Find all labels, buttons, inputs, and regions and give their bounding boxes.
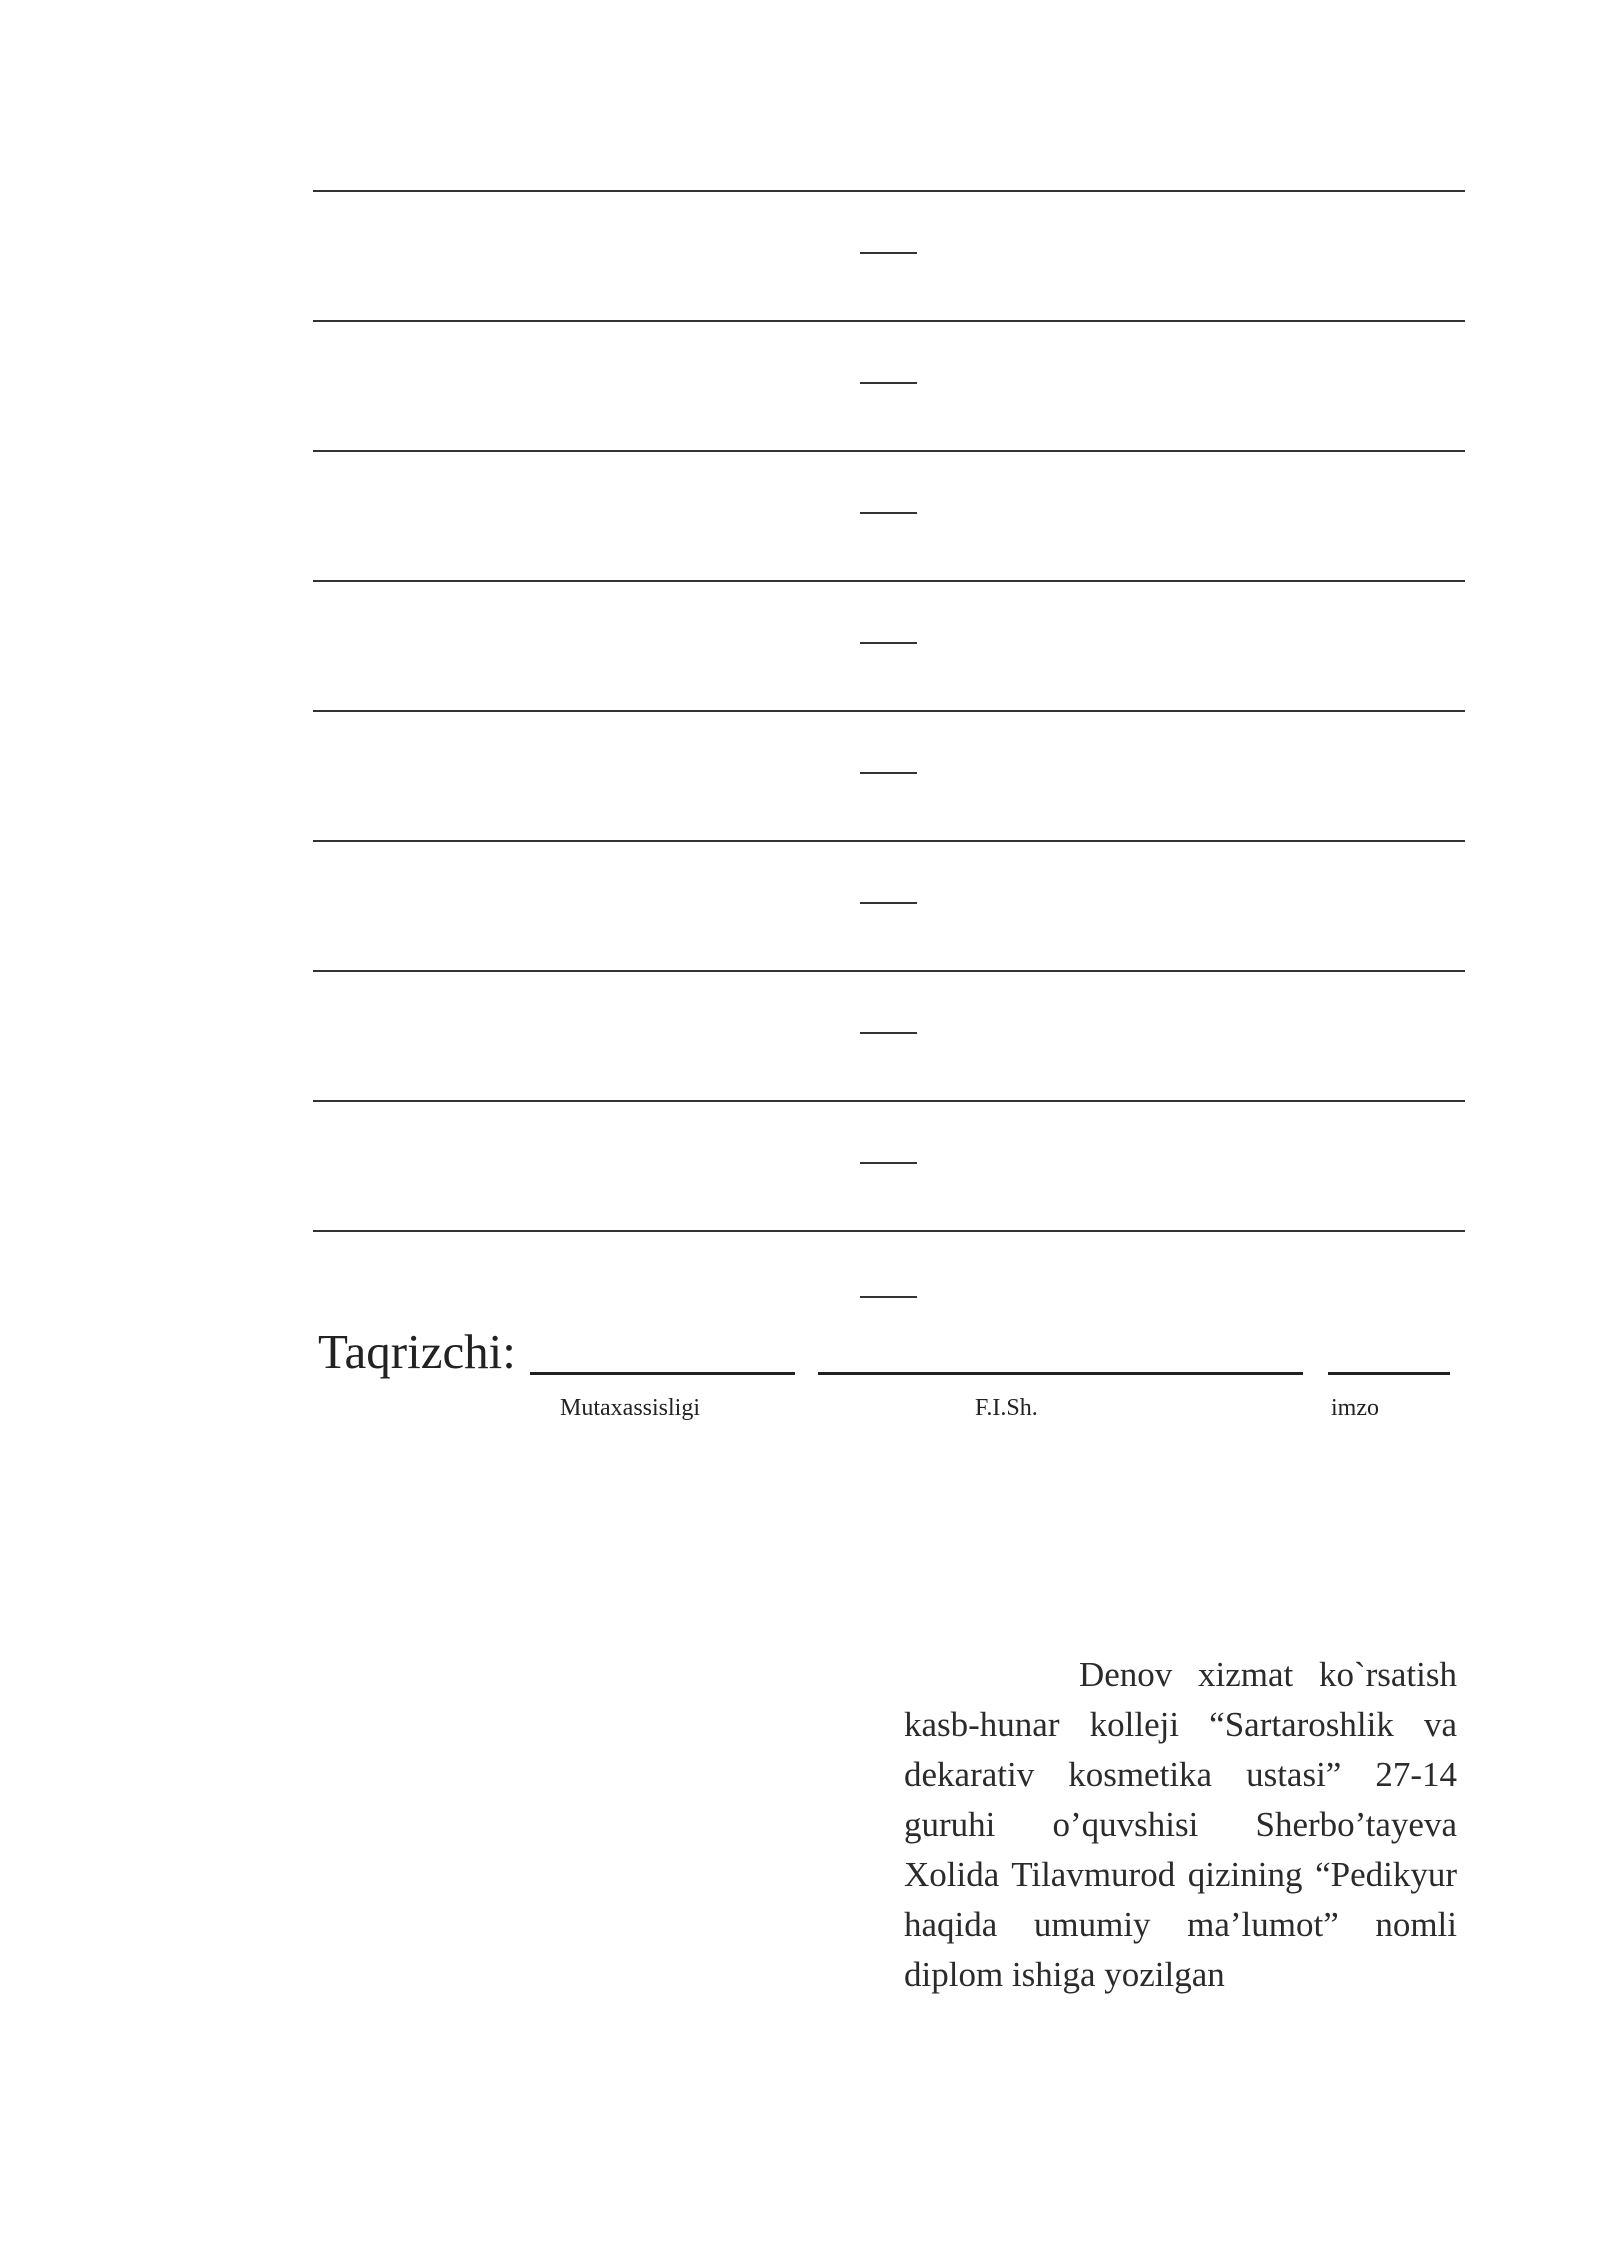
review-line-2 (313, 320, 1465, 450)
review-line-9 (313, 1230, 1465, 1240)
ruled-line (313, 580, 1465, 582)
ruled-line (313, 1100, 1465, 1102)
review-line-6 (313, 840, 1465, 970)
review-line-8 (313, 1100, 1465, 1230)
name-blank (818, 1372, 1303, 1375)
short-dash (860, 512, 917, 514)
specialty-blank (530, 1372, 795, 1375)
short-dash (860, 1296, 917, 1298)
short-dash (860, 772, 917, 774)
review-subject-paragraph: Denov xizmat ko`rsatish kasb-hunar kolleji “Sartaroshlik va dekarativ kosmetika ustasi” 27-14 guruhi o’quvshisi Sherbo’tayeva Xolida Tilavmurod qizining “Pedikyur haqida umumiy ma’lumot” nomli diplom ishiga yozilgan (904, 1655, 1457, 1994)
short-dash (860, 902, 917, 904)
short-dash (860, 252, 917, 254)
signature-caption: imzo (1331, 1395, 1379, 1421)
review-line-7 (313, 970, 1465, 1100)
short-dash (860, 642, 917, 644)
review-line-3 (313, 450, 1465, 580)
name-caption: F.I.Sh. (975, 1395, 1038, 1421)
ruled-line (313, 450, 1465, 452)
short-dash (860, 1032, 917, 1034)
ruled-line (313, 190, 1465, 192)
review-line-4 (313, 580, 1465, 710)
ruled-line (313, 1230, 1465, 1232)
ruled-line (313, 710, 1465, 712)
reviewer-label: Taqrizchi: (318, 1324, 516, 1379)
signature-blank (1328, 1372, 1450, 1375)
review-line-5 (313, 710, 1465, 840)
ruled-line (313, 840, 1465, 842)
review-line-1 (313, 190, 1465, 320)
short-dash (860, 1162, 917, 1164)
ruled-line (313, 970, 1465, 972)
short-dash (860, 382, 917, 384)
specialty-caption: Mutaxassisligi (560, 1395, 701, 1421)
ruled-line (313, 320, 1465, 322)
